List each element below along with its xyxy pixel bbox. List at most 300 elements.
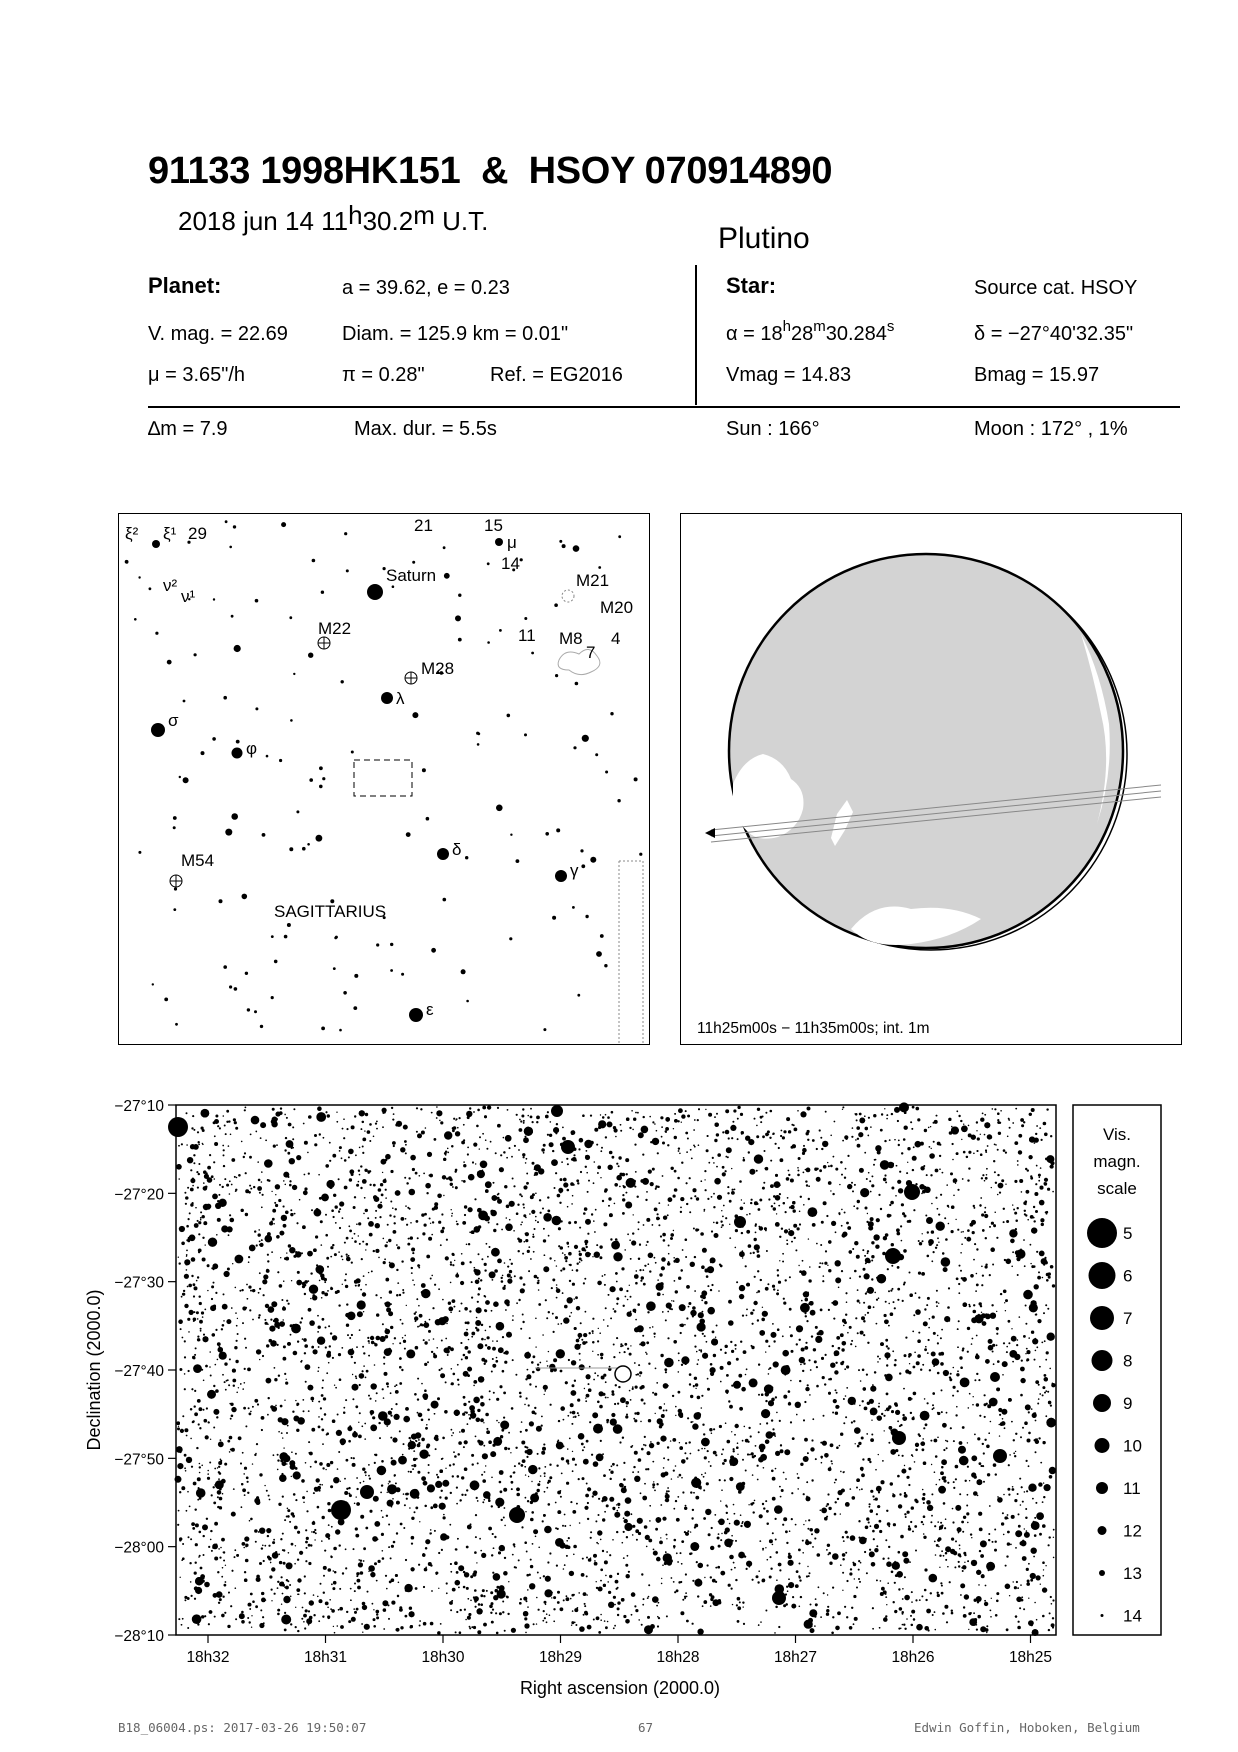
detail-star [461, 1494, 463, 1496]
detail-star [522, 1203, 524, 1205]
detail-star [572, 1195, 574, 1197]
detail-star [293, 1108, 295, 1110]
detail-star [757, 1108, 760, 1111]
detail-star [525, 1239, 528, 1242]
detail-star [832, 1193, 834, 1195]
detail-star [242, 1488, 246, 1492]
detail-star [723, 1205, 725, 1207]
detail-star [314, 1539, 315, 1540]
detail-star [671, 1167, 674, 1170]
detail-star [922, 1448, 925, 1451]
detail-star [505, 1309, 507, 1311]
detail-star [661, 1578, 662, 1579]
detail-star [891, 1113, 893, 1115]
overview-star [477, 743, 480, 746]
detail-star [283, 1224, 287, 1228]
detail-star [177, 1463, 183, 1469]
detail-star [728, 1137, 730, 1139]
detail-star [368, 1342, 370, 1344]
detail-star [185, 1470, 187, 1472]
detail-star [211, 1550, 213, 1552]
detail-star [1021, 1360, 1023, 1362]
detail-star [414, 1511, 416, 1513]
detail-star [652, 1392, 654, 1394]
detail-star [765, 1500, 767, 1502]
detail-star [1000, 1293, 1002, 1295]
detail-star [501, 1519, 503, 1521]
detail-star [284, 1400, 285, 1401]
detail-star [845, 1416, 847, 1418]
detail-star [511, 1263, 513, 1265]
detail-star [964, 1237, 966, 1239]
detail-star [876, 1299, 878, 1301]
label-sigma: σ [168, 711, 179, 730]
detail-star [224, 1271, 230, 1277]
detail-star [322, 1318, 325, 1321]
detail-star [310, 1272, 312, 1274]
detail-star [361, 1623, 363, 1625]
detail-star [617, 1403, 619, 1405]
detail-star [403, 1493, 405, 1495]
detail-star [597, 1530, 602, 1535]
detail-star [493, 1573, 501, 1581]
detail-star [375, 1123, 377, 1125]
detail-star [1011, 1266, 1013, 1268]
detail-star [1006, 1220, 1009, 1223]
detail-star [674, 1188, 678, 1192]
detail-star [1002, 1374, 1004, 1376]
detail-star [828, 1309, 830, 1311]
detail-star [666, 1303, 672, 1309]
detail-star [939, 1168, 941, 1170]
detail-star [244, 1571, 246, 1573]
detail-star [544, 1390, 546, 1392]
detail-star [653, 1481, 654, 1482]
detail-star [481, 1338, 484, 1341]
detail-star [272, 1209, 276, 1213]
detail-star [857, 1332, 859, 1334]
detail-star [548, 1235, 550, 1237]
detail-star [222, 1596, 224, 1598]
overview-star [223, 965, 227, 969]
detail-star [720, 1366, 724, 1370]
detail-star [869, 1180, 871, 1182]
overview-star [245, 972, 248, 975]
detail-star [897, 1266, 900, 1269]
detail-star [346, 1237, 349, 1240]
detail-star [710, 1576, 712, 1578]
detail-star [436, 1110, 442, 1116]
detail-star [601, 1147, 603, 1149]
detail-star [915, 1550, 917, 1552]
detail-star [402, 1292, 404, 1294]
detail-star [931, 1148, 932, 1149]
detail-star [343, 1407, 345, 1409]
detail-star [268, 1495, 270, 1497]
detail-star [286, 1117, 288, 1119]
detail-star [1011, 1328, 1012, 1329]
detail-star [886, 1118, 888, 1120]
overview-star [234, 987, 238, 991]
detail-star [480, 1402, 485, 1407]
detail-star [283, 1447, 284, 1448]
detail-star [765, 1287, 769, 1291]
detail-star [788, 1402, 790, 1404]
detail-star [1008, 1494, 1010, 1496]
detail-star [909, 1363, 910, 1364]
label-m21: M21 [576, 571, 610, 590]
detail-star [534, 1172, 538, 1176]
detail-star [857, 1445, 860, 1448]
detail-star [302, 1338, 304, 1340]
detail-star [355, 1527, 358, 1530]
detail-star [903, 1283, 905, 1285]
detail-star [860, 1331, 864, 1335]
detail-star [636, 1539, 638, 1541]
detail-star [180, 1328, 182, 1330]
detail-star [278, 1431, 280, 1433]
detail-star [202, 1144, 204, 1146]
detail-star [617, 1607, 620, 1610]
detail-star [737, 1597, 741, 1601]
detail-star [425, 1183, 431, 1189]
detail-star [615, 1136, 617, 1138]
detail-star [735, 1424, 739, 1428]
detail-star [579, 1253, 582, 1256]
detail-star [1047, 1391, 1049, 1393]
detail-star [1051, 1383, 1055, 1387]
detail-star [194, 1572, 197, 1575]
detail-star [261, 1181, 263, 1183]
detail-star [855, 1443, 856, 1444]
detail-star [195, 1347, 197, 1349]
detail-star [970, 1223, 974, 1227]
detail-star [506, 1205, 510, 1209]
detail-star [202, 1129, 205, 1132]
detail-star [267, 1535, 269, 1537]
detail-star [296, 1429, 299, 1432]
detail-star [391, 1107, 393, 1109]
detail-star [775, 1143, 777, 1145]
detail-star [965, 1480, 967, 1482]
overview-star [354, 974, 358, 978]
detail-star [331, 1609, 335, 1613]
detail-star [525, 1162, 527, 1164]
detail-star [1041, 1342, 1043, 1344]
detail-star [1009, 1454, 1011, 1456]
detail-star [542, 1208, 544, 1210]
detail-star [354, 1503, 356, 1505]
detail-star [889, 1204, 891, 1206]
detail-star [243, 1156, 245, 1158]
detail-star [406, 1493, 409, 1496]
detail-star [266, 1269, 270, 1273]
detail-star [402, 1337, 404, 1339]
detail-star [814, 1168, 817, 1171]
detail-star [804, 1401, 806, 1403]
detail-star [1033, 1556, 1035, 1558]
detail-star [262, 1355, 264, 1357]
detail-star [614, 1183, 618, 1187]
detail-star [627, 1299, 629, 1301]
detail-star [187, 1491, 189, 1493]
detail-star [616, 1464, 618, 1466]
detail-star [832, 1412, 834, 1414]
detail-star [433, 1504, 438, 1509]
detail-star [571, 1203, 573, 1205]
detail-star [230, 1605, 232, 1607]
detail-star [454, 1561, 458, 1565]
detail-star [961, 1243, 963, 1245]
detail-star [959, 1493, 961, 1495]
detail-star [729, 1477, 733, 1481]
detail-star [509, 1147, 511, 1149]
detail-star [814, 1528, 819, 1533]
detail-star [647, 1468, 649, 1470]
detail-star [316, 1478, 320, 1482]
detail-star [515, 1447, 517, 1449]
detail-star [200, 1219, 202, 1221]
detail-star [690, 1197, 692, 1199]
detail-star [649, 1443, 654, 1448]
detail-star [903, 1624, 905, 1626]
detail-star [806, 1184, 808, 1186]
detail-star [686, 1620, 689, 1623]
detail-star [203, 1554, 205, 1556]
detail-star [765, 1112, 767, 1114]
detail-star [373, 1609, 374, 1610]
detail-star [321, 1291, 324, 1294]
detail-star [653, 1549, 655, 1551]
detail-star [188, 1284, 192, 1288]
detail-star [858, 1578, 860, 1580]
detail-star [214, 1522, 218, 1526]
overview-star [225, 829, 232, 836]
detail-star [958, 1320, 960, 1322]
detail-star [673, 1508, 675, 1510]
detail-star [439, 1496, 441, 1498]
detail-star [482, 1479, 486, 1483]
detail-star [553, 1358, 557, 1362]
detail-star [594, 1128, 598, 1132]
detail-star [362, 1602, 366, 1606]
detail-star [362, 1376, 364, 1378]
detail-star [525, 1429, 528, 1432]
overview-star [596, 951, 602, 957]
detail-star [937, 1208, 939, 1210]
detail-star [596, 1616, 600, 1620]
detail-star [556, 1349, 565, 1358]
detail-star [329, 1599, 331, 1601]
detail-star [245, 1107, 247, 1109]
detail-star [1012, 1488, 1015, 1491]
star-sigma [151, 723, 165, 737]
detail-star [846, 1365, 849, 1368]
detail-star [647, 1597, 649, 1599]
detail-star [498, 1347, 504, 1353]
detail-star [418, 1305, 420, 1307]
overview-star [339, 1029, 342, 1032]
detail-star [470, 1480, 480, 1490]
detail-star [741, 1387, 746, 1392]
detail-star [497, 1259, 502, 1264]
detail-star [597, 1340, 599, 1342]
detail-star [1031, 1331, 1034, 1334]
detail-star [643, 1224, 645, 1226]
detail-star [237, 1318, 238, 1319]
overview-star [229, 985, 232, 988]
detail-star [809, 1266, 811, 1268]
detail-star [457, 1127, 459, 1129]
detail-star [214, 1119, 219, 1124]
detail-star [238, 1387, 239, 1388]
detail-star [798, 1549, 801, 1552]
detail-star [421, 1476, 426, 1481]
detail-star [990, 1421, 992, 1423]
detail-star [621, 1487, 627, 1493]
detail-star [199, 1531, 202, 1534]
detail-star [471, 1454, 474, 1457]
detail-star [872, 1495, 874, 1497]
detail-star [617, 1601, 620, 1604]
detail-star [664, 1368, 667, 1371]
detail-star [951, 1610, 953, 1612]
detail-star [939, 1555, 941, 1557]
detail-star [967, 1327, 970, 1330]
detail-star [852, 1562, 854, 1564]
detail-star [828, 1269, 831, 1272]
detail-star [615, 1580, 619, 1584]
detail-star [685, 1592, 687, 1594]
detail-star [646, 1631, 648, 1633]
detail-star [203, 1409, 205, 1411]
detail-star [685, 1573, 687, 1575]
overview-star [319, 785, 323, 789]
detail-star [364, 1169, 367, 1172]
detail-star [997, 1497, 1003, 1503]
detail-star [911, 1506, 914, 1509]
detail-star [328, 1509, 332, 1513]
detail-star [951, 1538, 954, 1541]
detail-star [800, 1364, 802, 1366]
detail-star [971, 1343, 973, 1345]
detail-star [1028, 1337, 1030, 1339]
detail-star [762, 1579, 766, 1583]
detail-star [941, 1459, 947, 1465]
detail-star [940, 1337, 942, 1339]
detail-star [648, 1363, 650, 1365]
detail-star [476, 1307, 482, 1313]
detail-star [663, 1467, 665, 1469]
detail-star [514, 1465, 516, 1467]
detail-star [707, 1378, 709, 1380]
detail-star [640, 1421, 642, 1423]
detail-star [931, 1515, 933, 1517]
detail-star [892, 1562, 900, 1570]
detail-star [646, 1301, 656, 1311]
detail-star [577, 1412, 579, 1414]
detail-star [335, 1291, 338, 1294]
detail-star [259, 1192, 261, 1194]
detail-star [347, 1334, 349, 1336]
detail-star [857, 1300, 860, 1303]
detail-star [597, 1401, 600, 1404]
detail-star [682, 1249, 684, 1251]
detail-star [1015, 1228, 1017, 1230]
detail-star [356, 1477, 358, 1479]
detail-star [902, 1624, 904, 1626]
detail-star [297, 1271, 300, 1274]
detail-star [858, 1369, 860, 1371]
detail-star [248, 1286, 251, 1289]
detail-star [290, 1334, 292, 1336]
detail-star [629, 1285, 630, 1286]
detail-star [788, 1174, 790, 1176]
detail-star [711, 1284, 713, 1286]
detail-star [1042, 1561, 1045, 1564]
detail-star [599, 1405, 603, 1409]
detail-star [548, 1311, 550, 1313]
detail-star [424, 1363, 427, 1366]
detail-star [459, 1431, 461, 1433]
detail-star [339, 1588, 341, 1590]
overview-stars [125, 520, 643, 1031]
detail-star [924, 1398, 926, 1400]
detail-star [524, 1466, 526, 1468]
detail-star [698, 1144, 700, 1146]
detail-star [518, 1559, 520, 1561]
detail-star [743, 1202, 745, 1204]
detail-star [342, 1217, 344, 1219]
detail-star [388, 1239, 391, 1242]
detail-star [338, 1609, 340, 1611]
overview-star [321, 591, 324, 594]
detail-star [605, 1114, 607, 1116]
detail-star [702, 1311, 704, 1313]
detail-star [491, 1477, 493, 1479]
detail-star [212, 1263, 218, 1269]
detail-star [278, 1199, 281, 1202]
detail-star [770, 1568, 772, 1570]
detail-star [820, 1309, 823, 1312]
overview-star [524, 733, 527, 736]
detail-star [827, 1493, 829, 1495]
detail-star [637, 1373, 639, 1375]
detail-star [780, 1496, 782, 1498]
detail-star [291, 1476, 292, 1477]
detail-star [620, 1484, 624, 1488]
detail-star [578, 1333, 583, 1338]
detail-star [928, 1327, 930, 1329]
detail-star [507, 1274, 511, 1278]
detail-star [746, 1315, 748, 1317]
detail-star [862, 1369, 865, 1372]
detail-star [472, 1463, 474, 1465]
detail-star [710, 1262, 711, 1263]
detail-star [698, 1359, 700, 1361]
detail-star [187, 1157, 193, 1163]
detail-star [942, 1258, 946, 1262]
detail-star [534, 1275, 538, 1279]
detail-star [350, 1588, 352, 1590]
detail-star [616, 1504, 617, 1505]
detail-star [196, 1280, 198, 1282]
detail-star [339, 1201, 344, 1206]
detail-star [514, 1275, 516, 1277]
detail-star [585, 1397, 586, 1398]
detail-star [185, 1264, 187, 1266]
detail-star [739, 1180, 742, 1183]
